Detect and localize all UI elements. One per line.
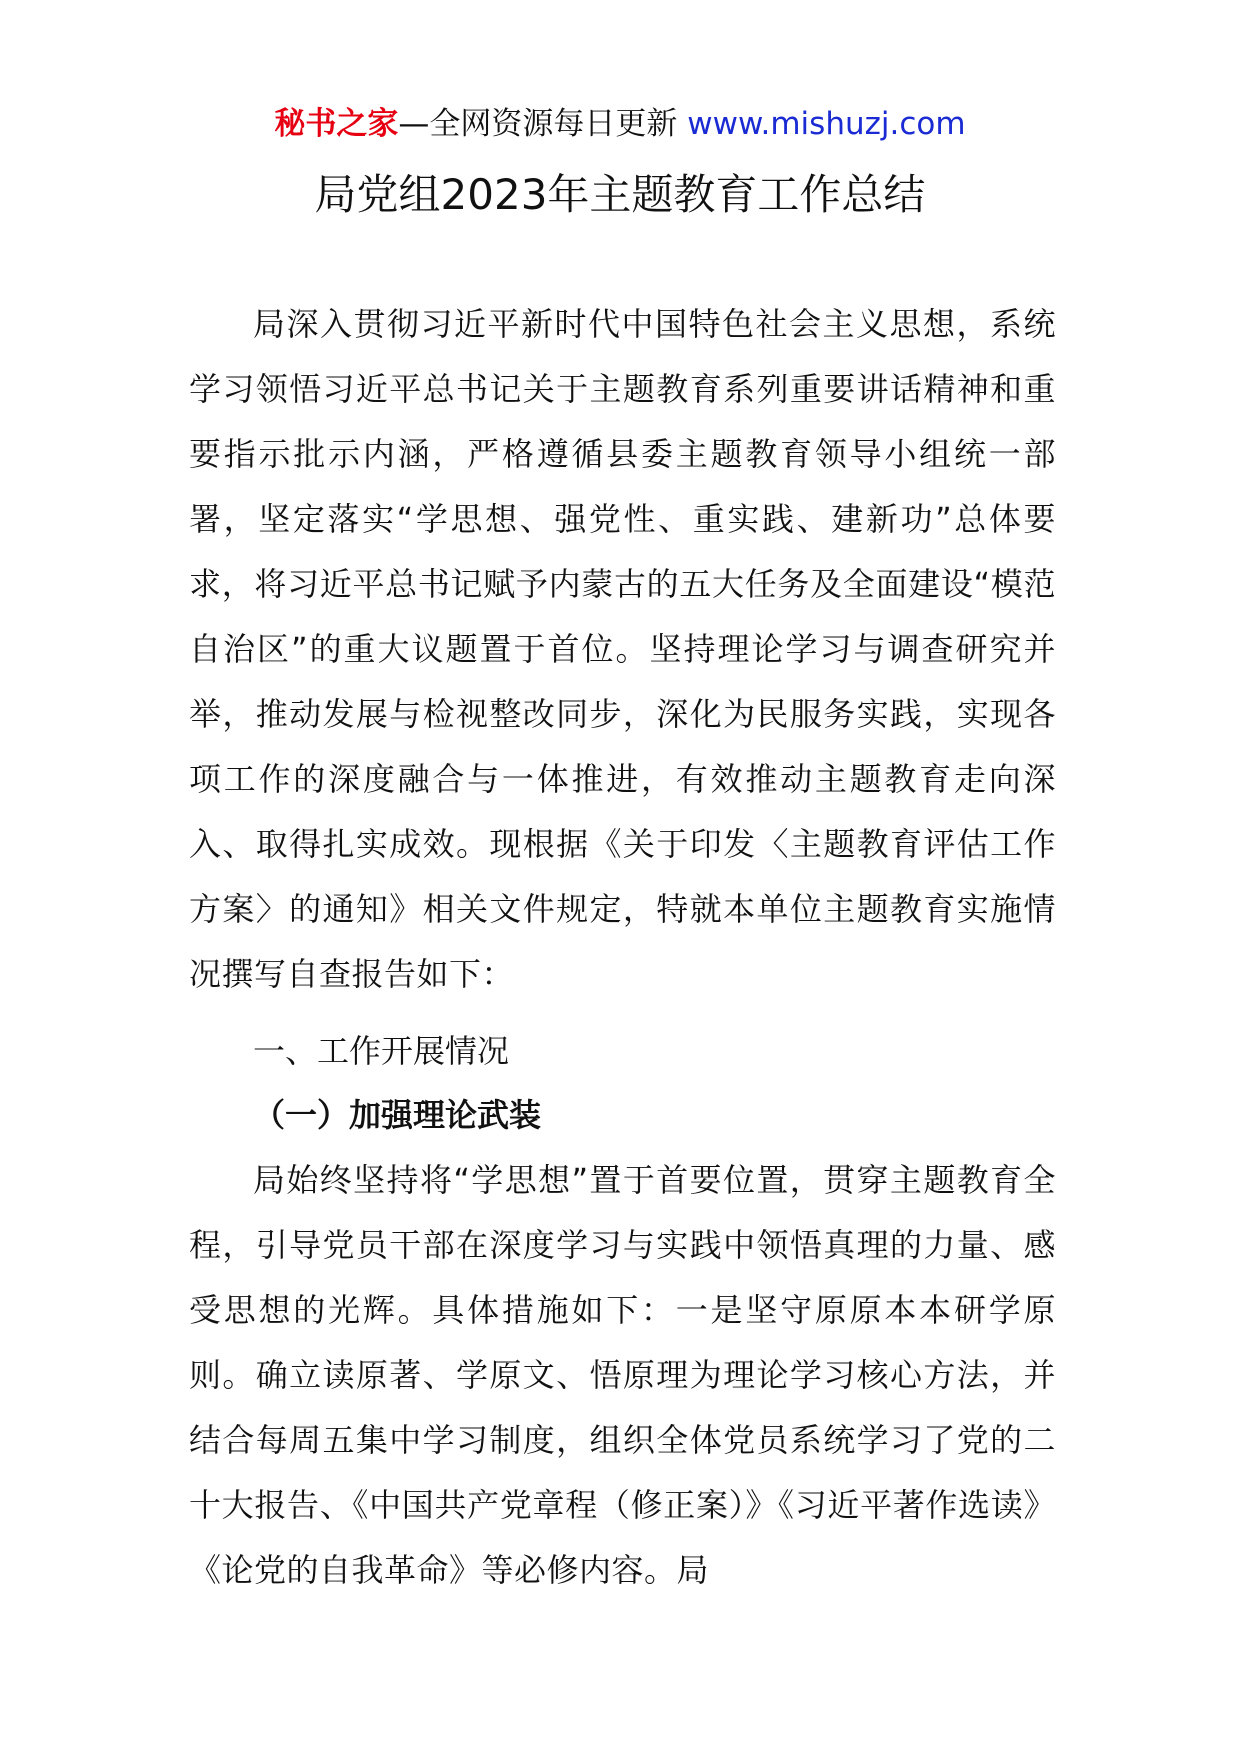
intro-paragraph-block [189, 292, 1056, 1007]
theory-paragraph: 局始终坚持将“学思想”置于首要位置，贯穿主题教育全程，引导党员干部在深度学习与实践中领悟真理的力量、感受思想的光辉。具体措施如下：一是坚守原原本本研学原则。确立读原著、学原文、悟原理为理论学习核心方法，并结合每周五集中学习制度，组织全体党员系统学习了党的二十大报告、《中国共产党章程（修正案）》《习近平著作选读》《论党的自我革命》等必修内容。局 [189, 1161, 1056, 1589]
document-title: 局党组2023年主题教育工作总结 [314, 170, 926, 219]
section-heading: 一、工作开展情况 [253, 1032, 510, 1070]
subsection-heading: （一）加强理论武装 [253, 1096, 542, 1134]
brand-name: 秘书之家 [274, 106, 399, 142]
website-link[interactable]: www.mishuzj.com [687, 106, 966, 142]
intro-paragraph: 局深入贯彻习近平新时代中国特色社会主义思想，系统学习领悟习近平总书记关于主题教育系列重要讲话精神和重要指示批示内涵，严格遵循县委主题教育领导小组统一部署，坚定落实“学思想、强党性、重实践、建新功”总体要求，将习近平总书记赋予内蒙古的五大任务及全面建设“模范自治区”的重大议题置于首位。坚持理论学习与调查研究并举，推动发展与检视整改同步，深化为民服务实践，实现各项工作的深度融合与一体推进，有效推动主题教育走向深入、取得扎实成效。现根据《关于印发〈主题教育评估工作方案〉的通知》相关文件规定，特就本单位主题教育实施情况撰写自查报告如下： [189, 305, 1056, 993]
theory-paragraph-block [189, 1148, 1056, 1603]
site-header [0, 104, 1240, 144]
header-slogan: —全网资源每日更新 [398, 106, 688, 142]
